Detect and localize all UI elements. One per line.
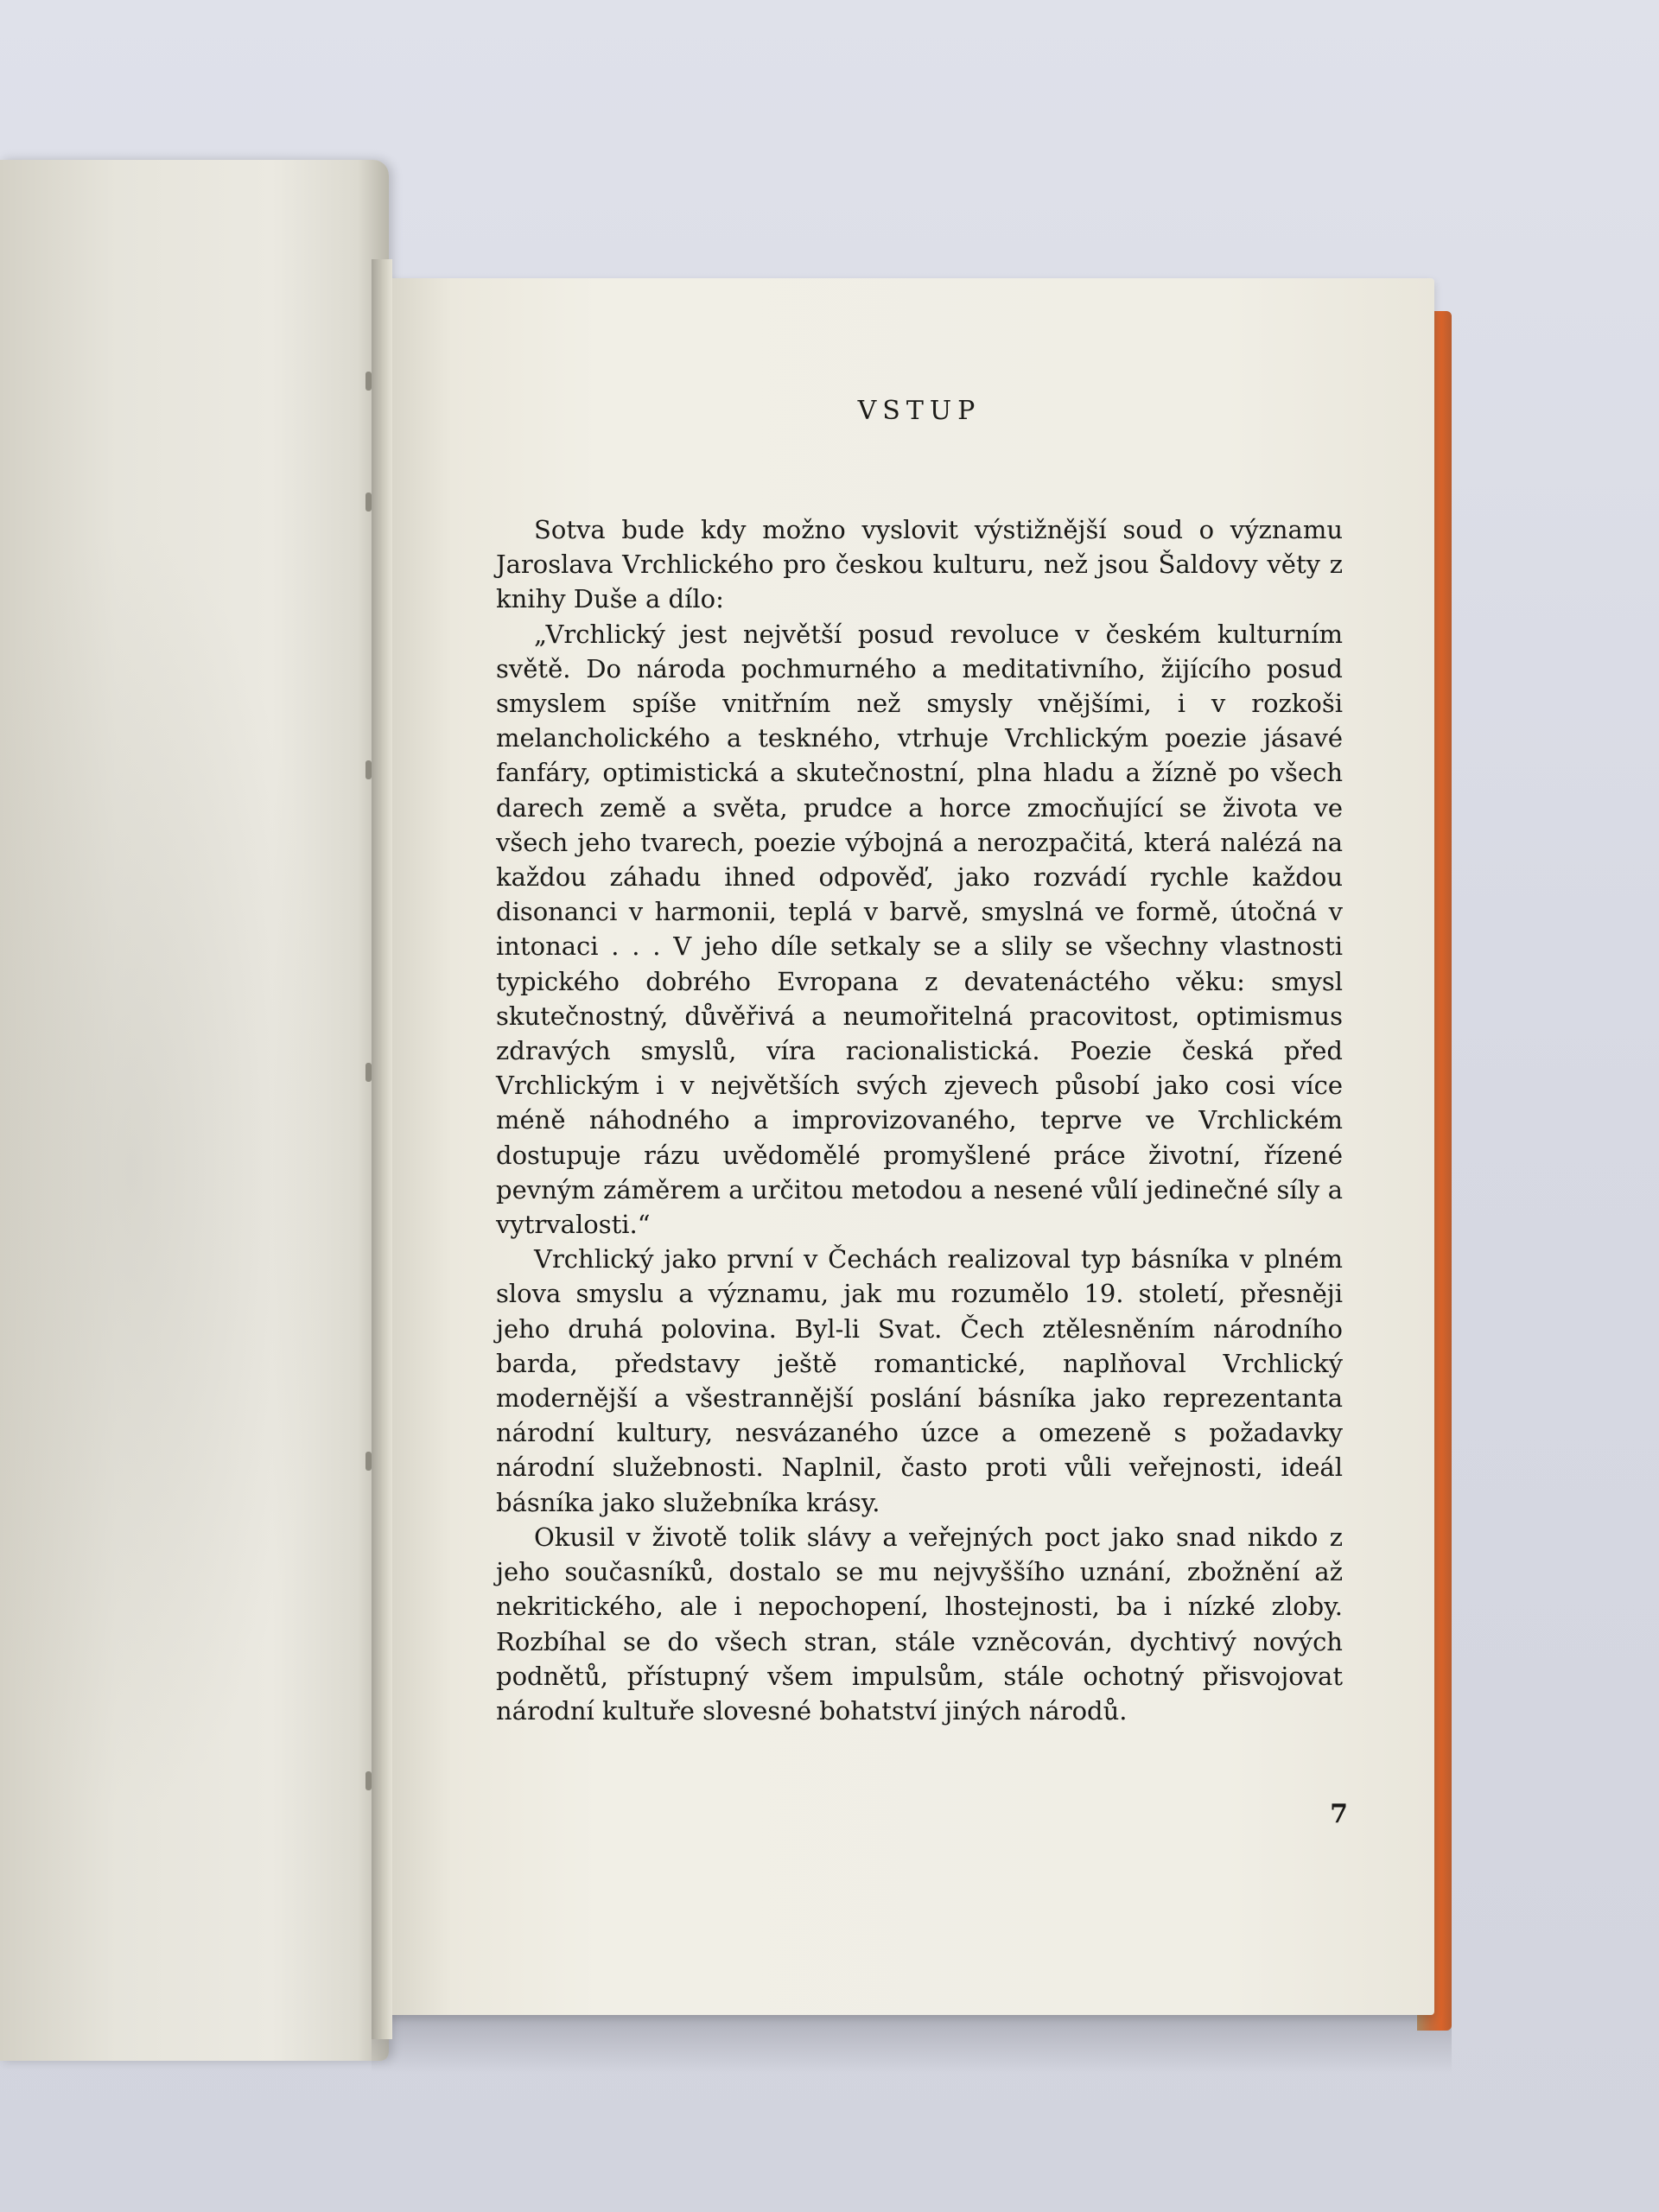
- binding-stitch: [365, 493, 372, 512]
- right-page: [389, 278, 1434, 2015]
- binding-stitch: [365, 760, 372, 779]
- binding-stitch: [365, 372, 372, 391]
- book-gutter: [372, 259, 392, 2039]
- paragraph-quote: „Vrchlický jest největší posud revoluce v českém kulturním světě. Do národa pochmurného a meditativního, žijícího posud smyslem spíše vnitřním než smysly vnějšími, i v rozkoši melancholického a teskného, vtrhuje Vrchlickým poezie jásavé fanfáry, optimistická a skutečnostní, plna hladu a žízně po všech darech země a světa, prudce a horce zmocňující se života ve všech jeho tvarech, poezie výbojná a nerozpačitá, která nalézá na každou záhadu ihned odpověď, jako rozvádí rychle každou disonanci v harmonii, teplá v barvě, smyslná ve formě, útočná v intonaci . . . V jeho díle setkaly se a slily se všechny vlastnosti typického dobrého Evropana z devatenáctého věku: smysl skutečnostný, důvěřivá a neumořitelná pracovitost, optimismus zdravých smyslů, víra racionalistická. Poezie česká před Vrchlickým i v největších svých zjevech působí jako cosi více méně náhodného a improvizovaného, teprve ve Vrchlickém dostupuje rázu uvědomělé promyšlené práce životní, řízené pevným záměrem a určitou metodou a nesené vůlí jedinečné síly a vytrvalosti.“: [496, 619, 1343, 1240]
- body-text: [496, 512, 1343, 1728]
- paragraph-poet-type: Vrchlický jako první v Čechách realizoval typ básníka v plném slova smyslu a významu, jak mu rozumělo 19. století, přesněji jeho druhá polovina. Byl-li Svat. Čech ztělesněním národního barda, představy ještě romantické, naplňoval Vrchlický modernější a všestrannější poslání básníka jako reprezentanta národní kultury, nesvázaného úzce a omezeně s požadavky národní služebnosti. Naplnil, často proti vůli veřejnosti, ideál básníka jako služebníka krásy.: [496, 1244, 1343, 1517]
- book-shadow: [372, 2005, 1452, 2074]
- paragraph-intro: Sotva bude kdy možno vyslovit výstižnější soud o významu Jaroslava Vrchlického pro českou kulturu, než jsou Šaldovy věty z knihy Duše a dílo:: [496, 515, 1343, 614]
- binding-stitch: [365, 1063, 372, 1082]
- page-content: [496, 396, 1343, 1728]
- page-number: 7: [1330, 1799, 1348, 1829]
- page-title: VSTUP: [857, 396, 982, 426]
- paragraph-fame: Okusil v životě tolik slávy a veřejných poct jako snad nikdo z jeho současníků, dostalo se mu nejvyššího uznání, zbožnění až nekritického, ale i nepochopení, lhostejnosti, ba i nízké zloby. Rozbíhal se do všech stran, stále vzněcován, dychtivý nových podnětů, přístupný všem impulsům, stále ochotný přisvojovat národní kultuře slovesné bohatství jiných národů.: [496, 1522, 1343, 1726]
- left-page: [0, 160, 389, 2061]
- binding-stitch: [365, 1452, 372, 1471]
- left-page-show-through: [0, 523, 328, 1819]
- binding-stitch: [365, 1771, 372, 1790]
